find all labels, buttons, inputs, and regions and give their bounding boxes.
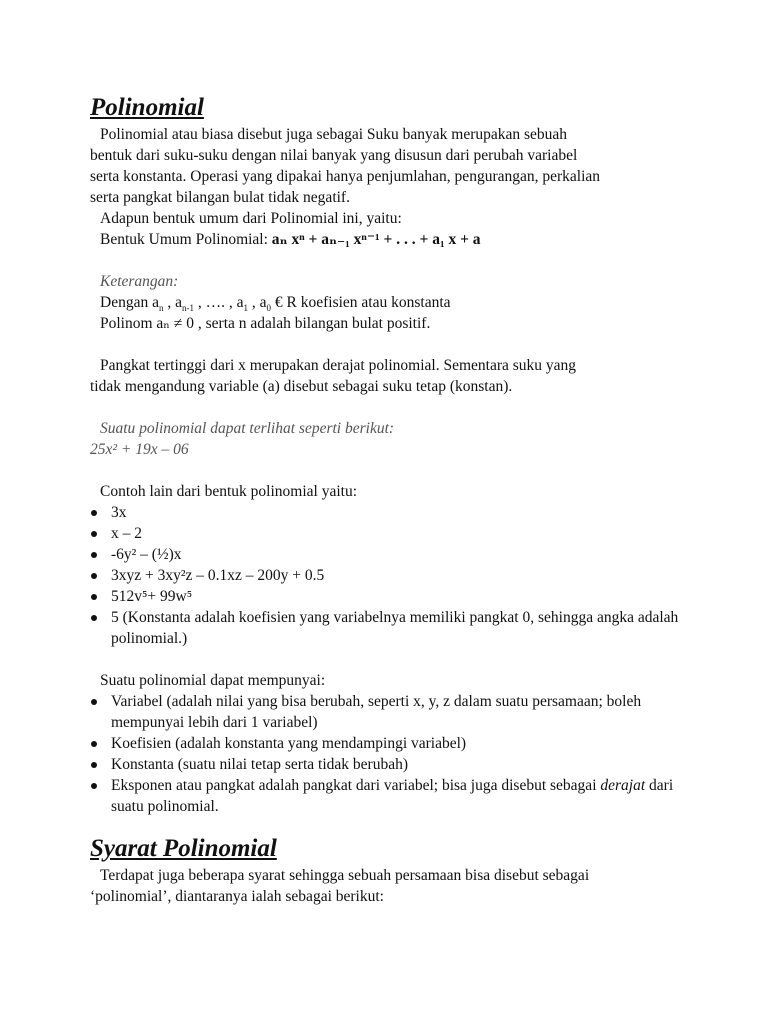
intro-line-2: bentuk dari suku-suku dengan nilai banyak yang disusun dari perubah variabel (90, 147, 578, 164)
general-form-formula: aₙ xⁿ + aₙ₋₁ xⁿ⁻¹ + . . . + a₁ x + a (271, 231, 481, 248)
list-item: Konstanta (suatu nilai tetap serta tidak berubah) (90, 754, 690, 775)
intro-line-1: Polinomial atau biasa disebut juga sebagai Suku banyak merupakan sebuah (100, 126, 568, 143)
bullet-icon (91, 552, 97, 558)
intro-line-3: serta konstanta. Operasi yang dipakai hanya penjumlahan, pengurangan, perkalian (90, 168, 601, 185)
keterangan-line-1: Dengan $a_n$ , $a_{n-1}$ , …. , $a_1$ , $a_0$ € R koefisien atau konstanta (100, 294, 451, 314)
keterangan-line-2: Polinom aₙ ≠ 0 , serta n adalah bilangan bulat positif. (100, 315, 431, 332)
bullet-icon (91, 594, 97, 600)
general-form-label: Bentuk Umum Polinomial: (100, 231, 272, 248)
list-item: Variabel (adalah nilai yang bisa berubah, seperti x, y, z dalam suatu persamaan; boleh mempunyai lebih dari 1 variabel) (90, 691, 690, 733)
keterangan-label: Keterangan: (100, 273, 179, 290)
list-item: Koefisien (adalah konstanta yang mendampingi variabel) (90, 733, 690, 754)
list-item: 3xyz + 3xy²z – 0.1xz – 200y + 0.5 (90, 565, 690, 586)
section-title-polinomial: Polinomial (90, 94, 204, 121)
bullet-icon (91, 531, 97, 537)
syarat-line-1: Terdapat juga beberapa syarat sehingga sebuah persamaan bisa disebut sebagai (100, 867, 590, 884)
other-examples-intro: Contoh lain dari bentuk polinomial yaitu: (100, 483, 358, 500)
components-list (90, 691, 690, 817)
bullet-icon (91, 510, 97, 516)
syarat-line-2: ‘polinomial’, diantaranya ialah sebagai berikut: (90, 888, 384, 905)
example-formula: 25x² + 19x – 06 (90, 441, 189, 458)
general-form-intro: Adapun bentuk umum dari Polinomial ini, yaitu: (100, 210, 402, 227)
bullet-icon (91, 615, 97, 621)
bullet-icon (91, 573, 97, 579)
list-item: -6y² – (½)x (90, 544, 690, 565)
list-item: 3x (90, 502, 690, 523)
intro-line-4: serta pangkat bilangan bulat tidak negatif. (90, 189, 350, 206)
document-page (90, 92, 690, 907)
list-item: x – 2 (90, 523, 690, 544)
other-examples-list (90, 502, 690, 649)
example-intro: Suatu polinomial dapat terlihat seperti berikut: (100, 420, 395, 437)
degree-line-2: tidak mengandung variable (a) disebut sebagai suku tetap (konstan). (90, 378, 513, 395)
list-item: 5 (Konstanta adalah koefisien yang variabelnya memiliki pangkat 0, sehingga angka adalah polinomial.) (90, 607, 690, 649)
components-intro: Suatu polinomial dapat mempunyai: (100, 672, 326, 689)
list-item: 512v⁵+ 99w⁵ (90, 586, 690, 607)
general-form-line (100, 229, 690, 250)
list-item: Eksponen atau pangkat adalah pangkat dari variabel; bisa juga disebut sebagai derajat dari suatu polinomial. (90, 775, 690, 817)
bullet-icon (91, 741, 97, 747)
bullet-icon (91, 699, 97, 705)
bullet-icon (91, 762, 97, 768)
section-title-syarat: Syarat Polinomial (90, 835, 277, 862)
degree-line-1: Pangkat tertinggi dari x merupakan derajat polinomial. Sementara suku yang (100, 357, 577, 374)
bullet-icon (91, 783, 97, 789)
